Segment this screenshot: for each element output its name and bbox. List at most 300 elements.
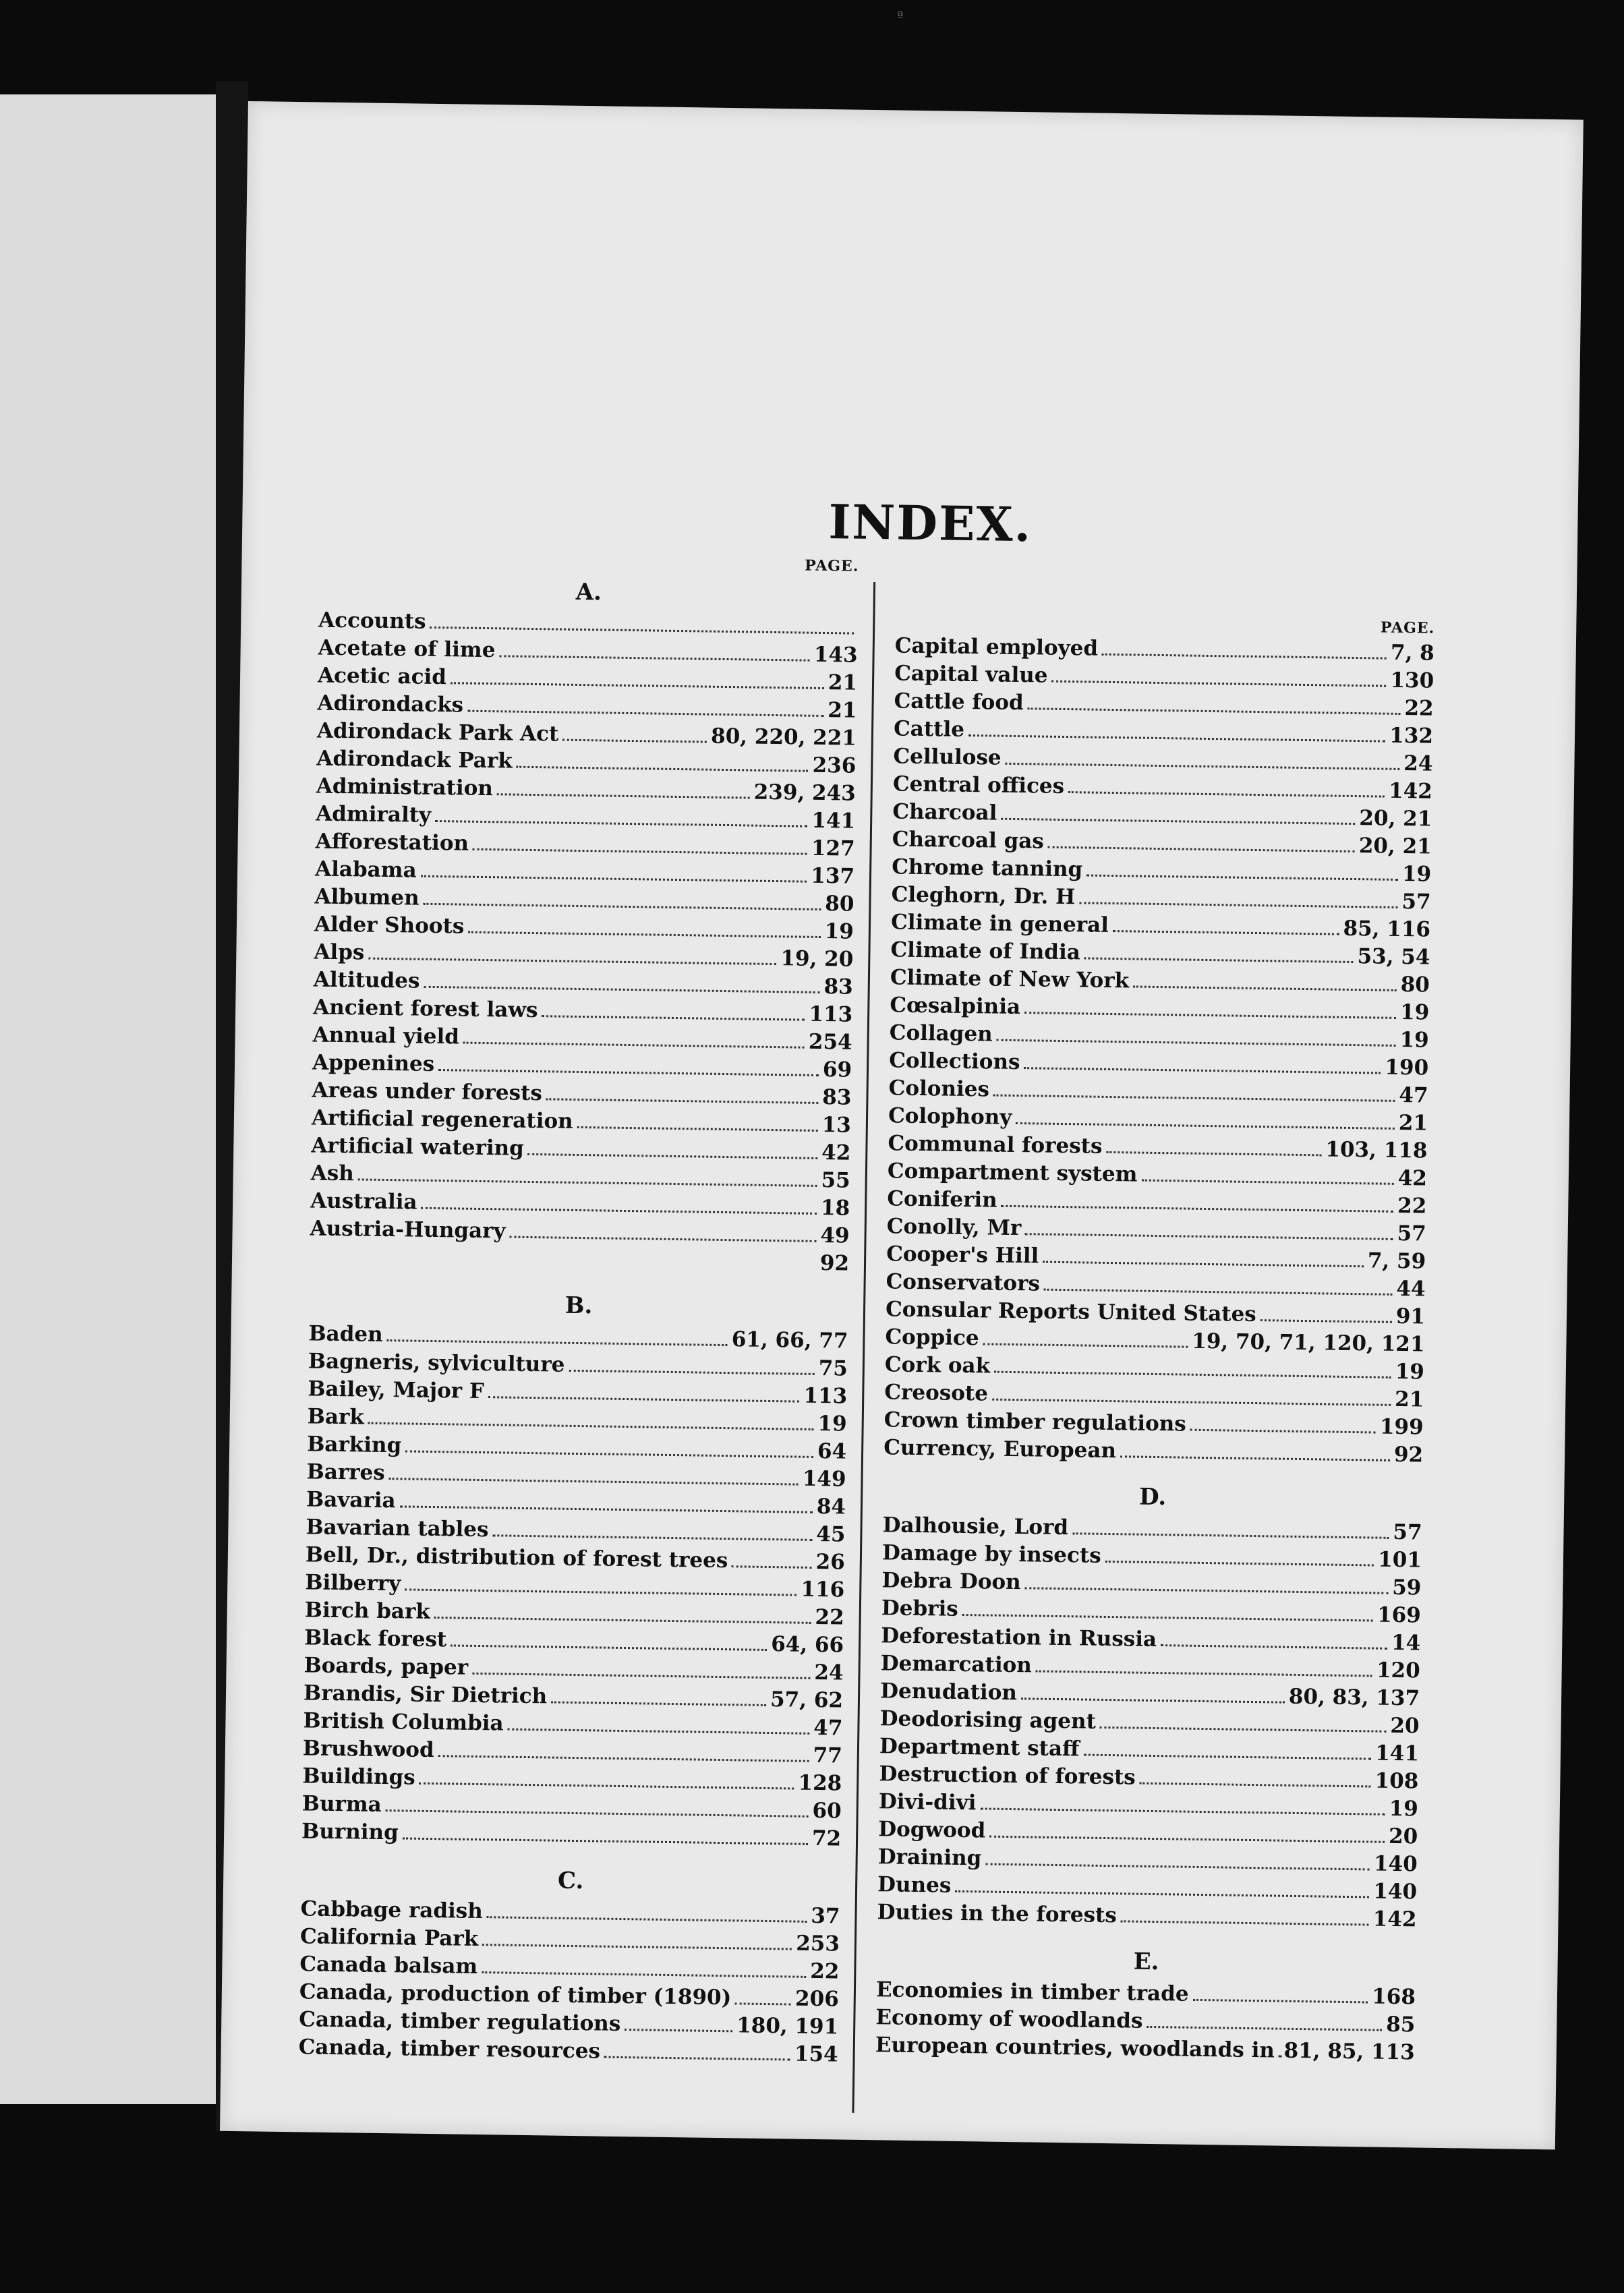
entry-pages: 77: [813, 1743, 843, 1768]
dot-leader: [438, 1051, 819, 1076]
dot-leader: [424, 968, 820, 993]
entry-label: California Park: [299, 1924, 479, 1952]
dot-leader: [1043, 1244, 1364, 1268]
entry-pages: 19, 70, 71, 120, 121: [1192, 1329, 1425, 1357]
entry-pages: 45: [816, 1521, 846, 1547]
dot-leader: [492, 1517, 812, 1541]
dot-leader: [1025, 1569, 1389, 1594]
entry-pages: 108: [1374, 1768, 1419, 1794]
entry-pages: 19: [817, 1411, 847, 1436]
entry-label: Dunes: [877, 1872, 952, 1898]
entry-label: Currency, European: [883, 1435, 1117, 1463]
entry-label: Divi-divi: [878, 1789, 977, 1816]
entry-pages: 20, 21: [1359, 806, 1432, 832]
dot-leader: [438, 1737, 809, 1762]
entry-label: Charcoal: [892, 799, 997, 825]
entry-label: Alps: [314, 939, 365, 965]
dot-leader: [569, 1352, 815, 1375]
page-column-header: PAGE.: [805, 556, 859, 575]
entry-label: Administration: [316, 774, 494, 801]
entry-pages: 42: [821, 1140, 851, 1165]
dot-leader: [1147, 2008, 1382, 2031]
entry-label: Ancient forest laws: [313, 995, 538, 1023]
dot-leader: [1083, 1737, 1371, 1760]
dot-leader: [1021, 1680, 1285, 1703]
entry-pages: 83: [823, 975, 853, 999]
entry-label: Cooper's Hill: [886, 1242, 1039, 1269]
entry-label: Deodorising agent: [879, 1706, 1097, 1734]
entry-label: Appenines: [312, 1050, 435, 1076]
dot-leader: [405, 1432, 813, 1457]
entry-label: Duties in the forests: [877, 1900, 1118, 1928]
dot-leader: [955, 1873, 1369, 1898]
right-sections: [875, 632, 1434, 2080]
entry-pages: 59: [1392, 1575, 1422, 1600]
entry-pages: 80: [1400, 972, 1430, 997]
entry-pages: 81, 85, 113: [1283, 2038, 1416, 2065]
entry-pages: 140: [1373, 1879, 1418, 1905]
entry-label: Burma: [301, 1791, 382, 1818]
entry-label: European countries, woodlands in: [875, 2033, 1275, 2063]
entry-label: Barking: [306, 1432, 402, 1458]
entry-pages: 20, 21: [1358, 834, 1432, 859]
entry-pages: 83: [822, 1085, 852, 1110]
dot-leader: [604, 2039, 790, 2061]
dot-leader: [1100, 1709, 1387, 1733]
entry-pages: 22: [809, 1958, 840, 1984]
entry-label: Economies in timber trade: [875, 1977, 1189, 2006]
left-sections: [298, 571, 859, 2083]
entry-pages: 80: [825, 892, 854, 917]
entry-label: Bilberry: [305, 1570, 401, 1596]
entry-pages: 199: [1379, 1414, 1424, 1440]
dot-leader: [1028, 690, 1401, 715]
entry-label: Damage by insects: [881, 1540, 1101, 1568]
dot-leader: [1025, 1215, 1393, 1240]
dot-leader: [1161, 1627, 1387, 1650]
entry-label: Austria-Hungary: [310, 1216, 506, 1244]
entry-pages: 92: [819, 1251, 850, 1276]
entry-pages: 154: [794, 2041, 838, 2067]
dot-leader: [482, 1926, 792, 1950]
entry-pages: 19: [1399, 1027, 1429, 1053]
entry-label: Bavarian tables: [306, 1515, 489, 1542]
entry-label: Economy of woodlands: [875, 2005, 1143, 2033]
dot-leader: [992, 1381, 1391, 1406]
entry-pages: 168: [1371, 1984, 1416, 2010]
entry-label: Acetate of lime: [318, 635, 496, 663]
entry-pages: 149: [802, 1466, 846, 1492]
entry-pages: 239, 243: [753, 780, 857, 806]
dot-leader: [368, 940, 777, 965]
entry-label: Conolly, Mr: [886, 1214, 1022, 1241]
entry-label: Bailey, Major F: [308, 1376, 485, 1404]
dot-leader: [1001, 801, 1355, 825]
dot-leader: [980, 1790, 1385, 1815]
section-letter: E.: [1133, 1948, 1159, 1976]
dot-leader: [562, 722, 707, 743]
entry-label: Barres: [306, 1459, 386, 1486]
entry-label: Black forest: [303, 1625, 447, 1652]
entry-pages: 75: [818, 1356, 848, 1381]
entry-label: Destruction of forests: [879, 1762, 1136, 1790]
dot-leader: [1024, 1049, 1381, 1074]
entry-label: Dogwood: [878, 1817, 986, 1843]
entry-label: Brushwood: [302, 1736, 434, 1763]
entry-label: Artificial regeneration: [311, 1105, 573, 1134]
entry-pages: 21: [828, 698, 857, 723]
dot-leader: [1048, 829, 1355, 852]
section-letter: D.: [1138, 1483, 1167, 1511]
entry-pages: 101: [1377, 1547, 1422, 1573]
entry-pages: 64, 66: [771, 1632, 844, 1658]
dot-leader: [473, 831, 807, 855]
entry-label: Collagen: [889, 1020, 993, 1047]
dot-leader: [989, 1818, 1385, 1843]
entry-label: Coniferin: [887, 1186, 997, 1213]
entry-pages: 69: [822, 1057, 852, 1082]
entry-label: Colophony: [888, 1103, 1012, 1130]
entry-pages: 42: [1397, 1165, 1428, 1191]
dot-leader: [1016, 1105, 1395, 1130]
entry-label: Acetic acid: [317, 663, 447, 690]
entry-label: Canada, production of timber (1890): [299, 1979, 732, 2010]
entry-label: Burning: [301, 1819, 399, 1845]
dot-leader: [1044, 1271, 1393, 1296]
dot-leader: [487, 1898, 807, 1923]
entry-pages: 169: [1376, 1602, 1422, 1628]
entry-label: Capital employed: [894, 633, 1099, 661]
entry-pages: 103, 118: [1325, 1137, 1428, 1163]
entry-pages: 7, 8: [1390, 640, 1434, 666]
entry-pages: 19: [1399, 999, 1430, 1025]
dot-leader: [389, 1460, 799, 1485]
entry-label: Coppice: [885, 1325, 979, 1351]
dot-leader: [732, 1548, 812, 1569]
dot-leader: [577, 1109, 818, 1132]
dot-leader: [1279, 2038, 1280, 2058]
entry-pages: 254: [808, 1029, 852, 1055]
facing-page: [0, 94, 217, 2104]
entry-pages: 85: [1385, 2012, 1416, 2037]
dot-leader: [472, 1655, 811, 1679]
entry-label: Cattle: [893, 716, 965, 742]
entry-label: Adirondacks: [317, 691, 464, 718]
dot-leader: [1141, 1162, 1394, 1185]
index-column-left: [298, 548, 859, 2083]
entry-label: Debris: [881, 1596, 958, 1621]
entry-pages: 20: [1388, 1824, 1418, 1849]
entry-label: Bagneris, sylviculture: [308, 1349, 565, 1377]
entry-pages: 206: [794, 1986, 840, 2012]
entry-label: Creosote: [884, 1380, 989, 1406]
entry-label: Baden: [308, 1321, 383, 1347]
entry-label: Artificial watering: [311, 1133, 525, 1161]
entry-label: Bell, Dr., distribution of forest trees: [305, 1542, 728, 1573]
entry-label: Climate of New York: [890, 965, 1130, 993]
entry-pages: 116: [801, 1577, 845, 1602]
dot-leader: [423, 886, 821, 910]
dot-leader: [405, 1571, 797, 1596]
entry-pages: 61, 66, 77: [731, 1327, 848, 1354]
dot-leader: [399, 1488, 813, 1513]
dot-leader: [508, 1711, 810, 1735]
entry-label: Compartment system: [887, 1159, 1138, 1187]
entry-pages: 142: [1388, 778, 1433, 804]
entry-pages: 22: [1404, 696, 1434, 721]
dot-leader: [1086, 857, 1398, 880]
column-divider: [852, 582, 875, 2113]
dot-leader: [1084, 939, 1354, 963]
entry-pages: 22: [815, 1604, 844, 1630]
entry-pages: 47: [1399, 1082, 1428, 1108]
entry-pages: 190: [1385, 1055, 1429, 1080]
entry-pages: 60: [812, 1798, 842, 1824]
entry-pages: 236: [812, 753, 857, 778]
dot-leader: [435, 803, 808, 828]
entry-label: Cleghorn, Dr. H: [891, 882, 1076, 910]
entry-label: Deforestation in Russia: [881, 1623, 1157, 1652]
entry-label: Birch bark: [304, 1598, 431, 1624]
dot-leader: [499, 637, 810, 661]
entry-label: Adirondack Park: [316, 746, 513, 774]
dot-leader: [488, 1378, 800, 1402]
dot-leader: [1036, 1653, 1373, 1677]
dot-leader: [467, 693, 824, 717]
entry-label: Areas under forests: [312, 1078, 543, 1106]
dot-leader: [735, 1985, 791, 2005]
entry-label: Canada, timber regulations: [299, 2007, 621, 2036]
entry-label: Ash: [310, 1161, 355, 1186]
dot-leader: [993, 1077, 1395, 1102]
dot-leader: [1260, 1302, 1392, 1323]
entry-pages: 37: [811, 1903, 840, 1929]
dot-leader: [1002, 1188, 1394, 1213]
entry-pages: 24: [1403, 751, 1433, 776]
entry-pages: 85, 116: [1343, 916, 1431, 942]
entry-pages: 53, 54: [1357, 944, 1430, 970]
entry-label: Consular Reports United States: [885, 1297, 1257, 1327]
dot-leader: [434, 1599, 811, 1624]
dot-leader: [551, 1684, 766, 1706]
entry-pages: 21: [1398, 1110, 1428, 1136]
entry-label: Cabbage radish: [300, 1896, 484, 1924]
entry-label: Canada balsam: [299, 1952, 478, 1979]
dot-leader: [968, 717, 1386, 743]
entry-pages: 19: [1395, 1359, 1425, 1385]
dot-leader: [403, 1820, 809, 1845]
entry-label: Cellulose: [893, 744, 1002, 770]
entry-pages: 72: [811, 1826, 842, 1851]
entry-label: Denudation: [879, 1679, 1018, 1706]
dot-leader: [1192, 1981, 1368, 2004]
entry-pages: 19, 20: [780, 946, 854, 972]
dot-leader: [1133, 968, 1397, 991]
entry-pages: 140: [1373, 1851, 1418, 1877]
entry-pages: 128: [798, 1770, 842, 1796]
entry-label: Australia: [310, 1188, 417, 1215]
dot-leader: [451, 1627, 767, 1651]
entry-label: Afforestation: [315, 829, 469, 856]
entry-pages: 57, 62: [770, 1687, 844, 1713]
entry-label: Climate in general: [890, 910, 1109, 937]
entry-pages: 141: [811, 808, 856, 834]
entry-pages: 57: [1393, 1519, 1422, 1545]
entry-pages: 92: [1393, 1442, 1424, 1468]
page-title: INDEX.: [828, 494, 1033, 553]
entry-label: Adirondack Park Act: [316, 718, 559, 747]
entry-pages: 44: [1396, 1276, 1426, 1302]
dot-leader: [997, 1022, 1396, 1047]
entry-label: Department staff: [879, 1734, 1080, 1762]
entry-label: Admiralty: [316, 801, 432, 828]
entry-pages: 132: [1389, 723, 1434, 749]
stray-mark: ª: [897, 8, 904, 24]
entry-pages: 80, 220, 221: [710, 724, 857, 751]
entry-pages: 19: [1389, 1796, 1419, 1822]
entry-label: Debra Doon: [881, 1568, 1021, 1595]
entry-label: Conservators: [886, 1269, 1041, 1296]
entry-label: Bark: [307, 1404, 365, 1430]
entry-pages: 91: [1395, 1304, 1426, 1329]
entry-label: Canada, timber resources: [298, 2035, 601, 2064]
entry-label: Alabama: [314, 857, 417, 883]
entry-pages: 21: [1394, 1387, 1424, 1412]
dot-leader: [387, 1322, 728, 1346]
entry-pages: 19: [824, 919, 854, 944]
dot-leader: [1005, 745, 1399, 770]
entry-label: Chrome tanning: [891, 854, 1083, 882]
entry-pages: 130: [1390, 668, 1434, 693]
entry-label: Capital value: [894, 661, 1048, 688]
entry-label: Brandis, Sir Dietrich: [303, 1681, 548, 1709]
entry-label: Dalhousie, Lord: [882, 1513, 1069, 1540]
dot-leader: [386, 1792, 809, 1818]
dot-leader: [468, 914, 821, 938]
index-page: [220, 101, 1584, 2149]
entry-pages: 143: [813, 642, 858, 668]
dot-leader: [1120, 1438, 1390, 1461]
dot-leader: [463, 1024, 805, 1049]
entry-label: Albumen: [314, 884, 419, 910]
entry-label: British Columbia: [303, 1708, 504, 1736]
entry-pages: 21: [828, 670, 858, 695]
entry-pages: 141: [1374, 1741, 1420, 1766]
entry-label: Collections: [888, 1048, 1020, 1075]
entry-label: Cattle food: [894, 689, 1024, 716]
dot-leader: [1068, 774, 1385, 798]
dot-leader: [509, 1219, 816, 1242]
entry-label: Accounts: [318, 608, 426, 634]
dot-leader: [1072, 1515, 1389, 1539]
entry-pages: 142: [1372, 1907, 1417, 1932]
dot-leader: [1051, 663, 1386, 687]
dot-leader: [1079, 884, 1397, 908]
entry-pages: 137: [811, 863, 855, 889]
entry-pages: 13: [821, 1113, 852, 1138]
entry-label: Bavaria: [306, 1487, 396, 1513]
entry-label: Draining: [877, 1845, 982, 1871]
entry-label: Alder Shoots: [314, 912, 465, 939]
entry-pages: 120: [1376, 1658, 1420, 1683]
entry-label: Colonies: [888, 1076, 990, 1102]
section-letter: B.: [564, 1291, 593, 1320]
entry-pages: 113: [809, 1002, 853, 1027]
entry-pages: 49: [820, 1223, 850, 1248]
section-letter: A.: [575, 578, 602, 606]
entry-pages: 7, 59: [1367, 1248, 1426, 1274]
entry-label: Boards, paper: [303, 1653, 469, 1680]
entry-pages: 18: [820, 1196, 850, 1221]
dot-leader: [1190, 1412, 1376, 1434]
dot-leader: [625, 2011, 732, 2032]
dot-leader: [422, 1190, 817, 1215]
dot-leader: [546, 1080, 819, 1104]
dot-leader: [430, 609, 854, 635]
entry-pages: 55: [821, 1168, 850, 1193]
dot-leader: [985, 1846, 1370, 1871]
entry-pages: 57: [1401, 889, 1431, 915]
entry-label: Altitudes: [313, 967, 420, 993]
entry-pages: 24: [814, 1660, 844, 1685]
entry-label: Climate of India: [890, 937, 1081, 965]
entry-label: Cork oak: [884, 1352, 991, 1378]
entry-pages: 47: [813, 1715, 843, 1741]
dot-leader: [497, 776, 750, 799]
entry-pages: 57: [1397, 1221, 1426, 1246]
dot-leader: [1140, 1765, 1371, 1788]
entry-label: Charcoal gas: [892, 827, 1045, 854]
entry-pages: 64: [817, 1439, 847, 1464]
dot-leader: [1102, 636, 1387, 660]
entry-pages: 19: [1401, 862, 1432, 887]
dot-leader: [1105, 1543, 1374, 1567]
dot-leader: [419, 1765, 794, 1790]
entry-pages: 22: [1397, 1193, 1427, 1219]
dot-leader: [421, 858, 807, 883]
dot-leader: [482, 1954, 806, 1978]
entry-pages: 113: [803, 1383, 848, 1409]
entry-label: Communal forests: [888, 1131, 1103, 1159]
dot-leader: [1106, 1134, 1321, 1156]
entry-label: Central offices: [892, 772, 1065, 799]
dot-leader: [1024, 994, 1396, 1019]
page-column-header: PAGE.: [1380, 618, 1435, 637]
dot-leader: [962, 1596, 1374, 1622]
dot-leader: [542, 997, 805, 1020]
entry-label: Annual yield: [312, 1022, 460, 1049]
entry-label: Cœsalpinia: [890, 993, 1021, 1020]
entry-label: Demarcation: [880, 1651, 1033, 1678]
dot-leader: [517, 749, 809, 772]
entry-pages: 80, 83, 137: [1288, 1684, 1420, 1711]
entry-label: Buildings: [302, 1764, 415, 1790]
entry-pages: 20: [1390, 1713, 1420, 1739]
entry-pages: 127: [811, 836, 855, 861]
section-letter: C.: [557, 1867, 584, 1895]
entry-label: Crown timber regulations: [883, 1407, 1187, 1436]
dot-leader: [451, 664, 824, 689]
dot-leader: [1121, 1903, 1369, 1925]
index-column-right: [875, 609, 1434, 2080]
entry-pages: 84: [816, 1494, 846, 1519]
dot-leader: [528, 1136, 818, 1159]
entry-pages: 253: [795, 1931, 840, 1956]
dot-leader: [983, 1325, 1188, 1347]
entry-pages: 180, 191: [736, 2013, 839, 2039]
entry-pages: 26: [815, 1549, 846, 1575]
entry-pages: 14: [1391, 1630, 1421, 1656]
